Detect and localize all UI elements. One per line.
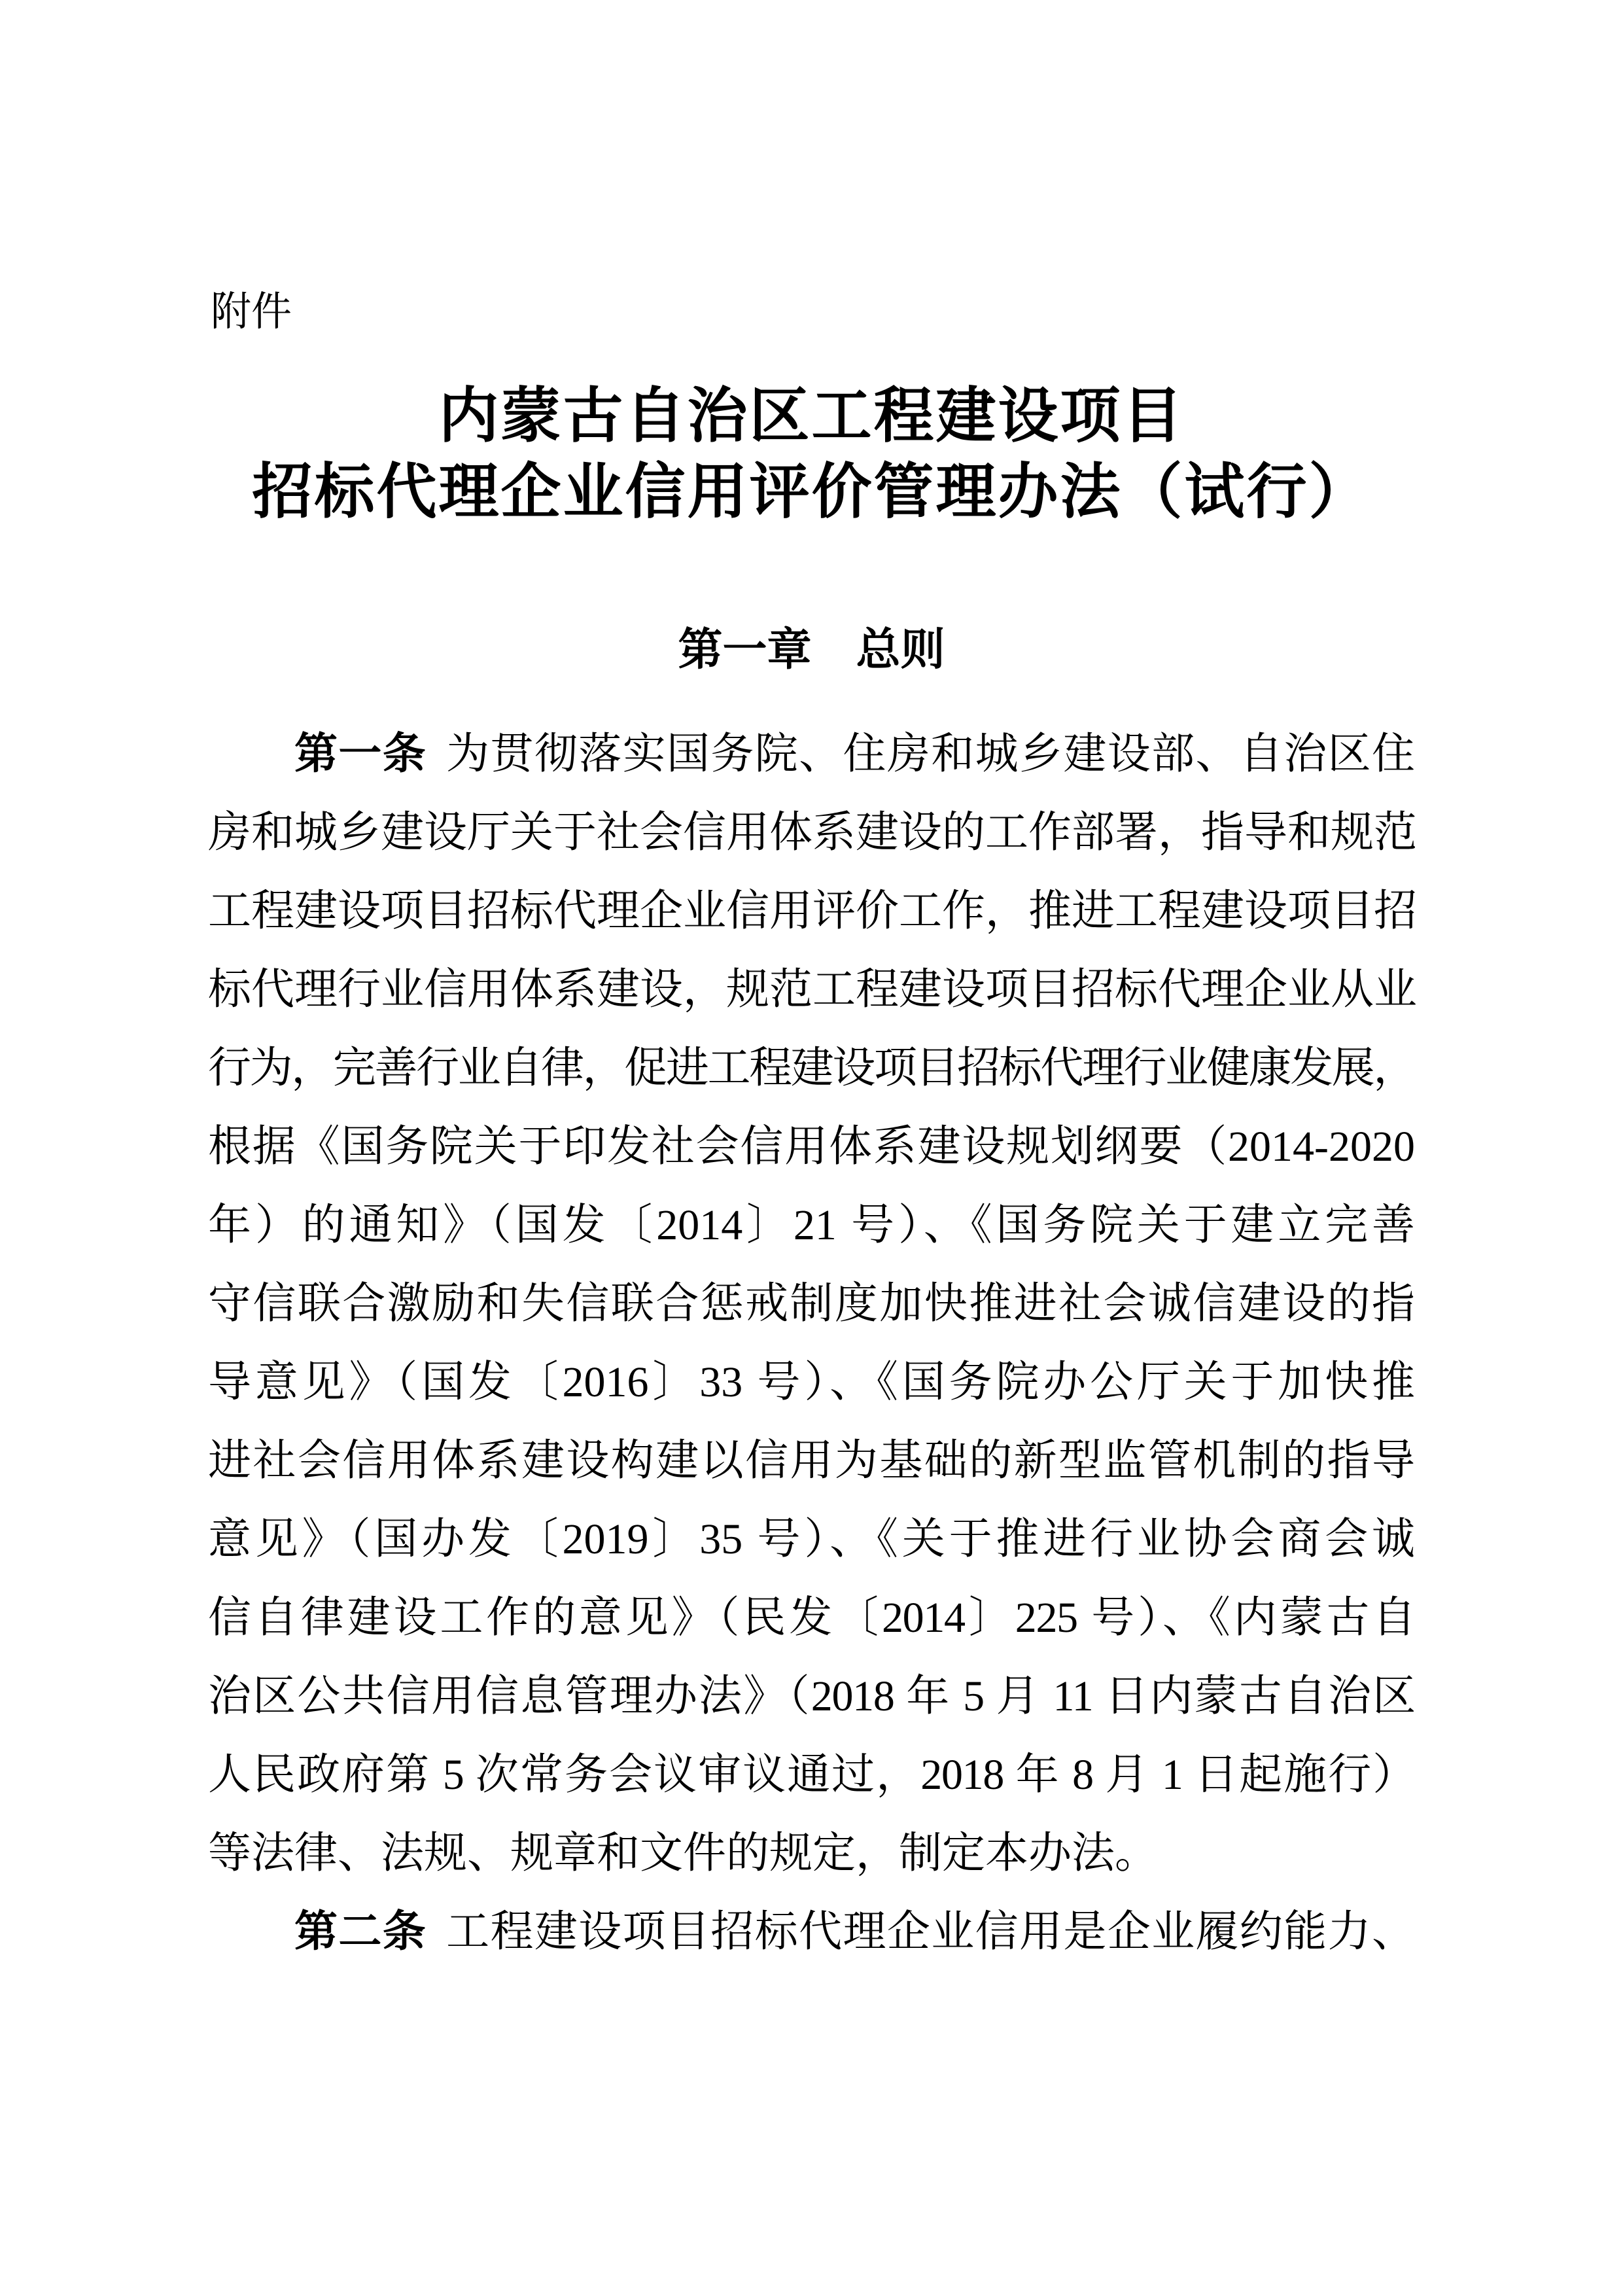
body-line: 治区公共信用信息管理办法》（2018 年 5 月 11 日内蒙古自治区: [208, 1672, 1415, 1720]
document-title-line1: 内蒙古自治区工程建设项目: [438, 383, 1185, 450]
article-1-opening-text: 为贯彻落实国务院、住房和城乡建设部、自治区住: [446, 730, 1415, 778]
body-line: 信自律建设工作的意见》（民发〔2014〕225 号）、《内蒙古自: [208, 1594, 1415, 1642]
body-line: 意见》（国办发〔2019〕35 号）、《关于推进行业协会商会诚: [208, 1515, 1415, 1563]
article-2-number: 第二条: [294, 1908, 427, 1956]
document-body: [208, 715, 1415, 1971]
body-line: 等法律、法规、规章和文件的规定，制定本办法。: [208, 1829, 1158, 1877]
article-1-number: 第一条: [294, 730, 427, 778]
document-title: [0, 378, 1623, 530]
article-1-opening-line: [208, 715, 1415, 794]
body-line: 根据《国务院关于印发社会信用体系建设规划纲要（2014-2020: [208, 1123, 1415, 1171]
document-title-line2: 招标代理企业信用评价管理办法（试行）: [252, 459, 1371, 525]
body-line: 房和城乡建设厅关于社会信用体系建设的工作部署，指导和规范: [208, 809, 1417, 857]
body-line: 行为，完善行业自律，促进工程建设项目招标代理行业健康发展，: [208, 1044, 1415, 1092]
body-line: 进社会信用体系建设构建以信用为基础的新型监管机制的指导: [208, 1437, 1415, 1485]
body-line: 人民政府第 5 次常务会议审议通过，2018 年 8 月 1 日起施行）: [208, 1751, 1415, 1799]
body-line: 标代理行业信用体系建设，规范工程建设项目招标代理企业从业: [208, 966, 1417, 1014]
body-line: 年）的通知》（国发〔2014〕21 号）、《国务院关于建立完善: [208, 1201, 1415, 1249]
chapter-heading: 第一章 总则: [678, 625, 945, 675]
body-line: 导意见》（国发〔2016〕33 号）、《国务院办公厅关于加快推: [208, 1358, 1415, 1406]
article-2-opening-line: [208, 1893, 1415, 1971]
body-line: 守信联合激励和失信联合惩戒制度加快推进社会诚信建设的指: [208, 1280, 1415, 1328]
body-line: 工程建设项目招标代理企业信用评价工作，推进工程建设项目招: [208, 887, 1417, 935]
attachment-label: 附件: [211, 289, 292, 334]
article-2-opening-text: 工程建设项目招标代理企业信用是企业履约能力、: [446, 1908, 1415, 1956]
